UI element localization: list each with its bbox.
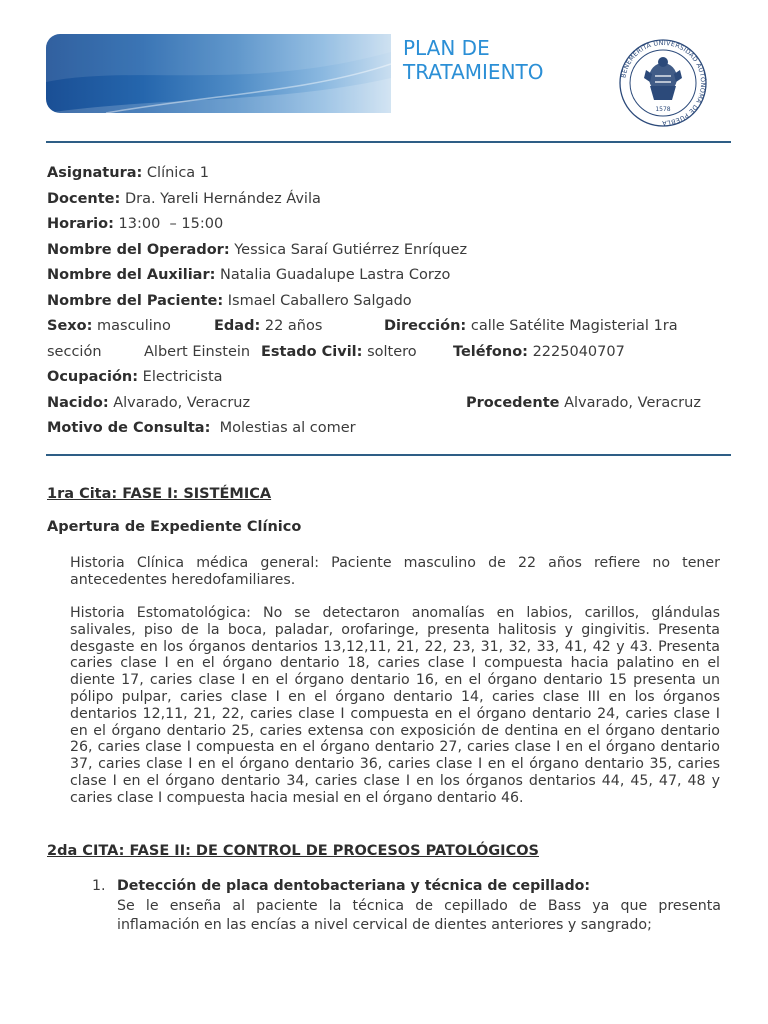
value: Electricista: [142, 369, 223, 385]
label: Asignatura:: [47, 165, 143, 181]
label: Estado Civil:: [261, 343, 363, 360]
label: Teléfono:: [453, 343, 528, 360]
header-banner: [46, 34, 391, 113]
value: 2225040707: [532, 343, 625, 360]
sexo-field: [47, 314, 171, 340]
label: Nacido:: [47, 394, 109, 411]
list-item-number: 1.: [92, 878, 106, 894]
info-asignatura: [47, 161, 737, 187]
seal-motto: BENEMÉRITA UNIVERSIDAD AUTÓNOMA DE PUEBLA: [620, 39, 707, 127]
direccion-cont-1: sección: [47, 343, 102, 360]
section-1-subhead: Apertura de Expediente Clínico: [47, 519, 302, 535]
title-line-2: TRATAMIENTO: [403, 60, 544, 84]
info-horario: [47, 212, 737, 238]
section-1-title: 1ra Cita: FASE I: SISTÉMICA: [47, 486, 272, 502]
label: Procedente: [466, 394, 560, 411]
historia-medica-paragraph: Historia Clínica médica general: Paciente masculino de 22 años refiere no tener antecedentes heredofamiliares.: [70, 555, 720, 588]
telefono-field: [453, 340, 625, 366]
value: calle Satélite Magisterial 1ra: [470, 318, 678, 334]
value: Clínica 1: [146, 165, 210, 181]
info-docente: [47, 187, 737, 213]
list-item-body: [117, 877, 721, 936]
value: Natalia Guadalupe Lastra Corzo: [220, 267, 451, 283]
value: Molestias al comer: [219, 420, 356, 436]
header-divider: [46, 141, 731, 143]
value: Yessica Saraí Gutiérrez Enríquez: [234, 241, 468, 258]
edad-field: [214, 314, 322, 340]
label: Nombre del Auxiliar:: [47, 267, 216, 283]
procedente-field: [466, 391, 701, 417]
banner-wave-graphic: [46, 34, 391, 113]
info-motivo: [47, 416, 737, 442]
value: 13:00 – 15:00: [118, 216, 224, 232]
label: Edad:: [214, 318, 261, 334]
direccion-cont-2: Albert Einstein: [144, 343, 251, 360]
label: Dirección:: [384, 318, 467, 334]
label: Nombre del Operador:: [47, 241, 230, 258]
label: Ocupación:: [47, 369, 139, 385]
title-line-1: PLAN DE: [403, 36, 490, 60]
university-seal: [614, 38, 712, 128]
value: soltero: [367, 343, 417, 360]
info-sexo-edad-direccion: [47, 314, 737, 340]
estado-civil-field: [261, 340, 417, 366]
list-item-title: Detección de placa dentobacteriana y técnica de cepillado:: [117, 878, 591, 894]
info-divider: [46, 454, 731, 456]
label: Motivo de Consulta:: [47, 420, 211, 436]
value: 22 años: [264, 318, 323, 334]
info-ocupacion: [47, 365, 737, 391]
value: Ismael Caballero Salgado: [227, 292, 412, 309]
label: Sexo:: [47, 318, 93, 334]
patient-info-block: [47, 161, 737, 442]
historia-estomatologica-paragraph: Historia Estomatológica: No se detectaron anomalías en labios, carillos, glándulas salivales, piso de la boca, paladar, orofaringe, presenta halitosis y gingivitis. Presenta desgaste en los órganos dentarios 13,12,11, 21, 22, 23, 31, 32, 33, 41, 42 y 43. Presenta caries clase I en el órgano dentario 18, caries clase I compuesta hacia palatino en el diente 17, caries clase I en el órgano dentario 16, en el órgano dentario 15 presenta un pólipo pulpar, caries clase I en el órgano dentario 14, caries clase III en los órganos dentarios 12,11, 21, 22, caries clase I compuesta en el órgano dentario 24, caries clase I en el órgano dentario 25, caries extensa con exposición de dentina en el órgano dentario 26, caries clase I compuesta en el órgano dentario 27, caries clase I en el órgano dentario 37, caries clase I en el órgano dentario 36, caries clase I en el órgano dentario 35, caries clase I en el órgano dentario 34, caries clase I en los órganos dentarios 44, 45, 47, 48 y caries clase I compuesta hacia mesial en el órgano dentario 46.: [70, 605, 720, 806]
value: Alvarado, Veracruz: [564, 394, 701, 411]
label: Nombre del Paciente:: [47, 292, 224, 309]
info-paciente: [47, 289, 737, 315]
document-title: [403, 36, 544, 84]
label: Horario:: [47, 216, 114, 232]
section-2-title: 2da CITA: FASE II: DE CONTROL DE PROCESOS PATOLÓGICOS: [47, 843, 539, 859]
label: Docente:: [47, 190, 121, 207]
info-direccion-estado-telefono: [47, 340, 737, 366]
nacido-field: [47, 391, 250, 417]
info-auxiliar: [47, 263, 737, 289]
value: Alvarado, Veracruz: [113, 394, 251, 411]
value: Dra. Yareli Hernández Ávila: [124, 190, 321, 207]
info-operador: [47, 238, 737, 264]
list-item-text: Se le enseña al paciente la técnica de cepillado de Bass ya que presenta inflamación en las encías a nivel cervical de dientes anteriores y sangrado;: [117, 897, 721, 933]
seal-year: 1578: [655, 106, 671, 113]
direccion-field: [384, 314, 678, 340]
value: masculino: [97, 318, 171, 334]
info-nacido-procedente: [47, 391, 737, 417]
